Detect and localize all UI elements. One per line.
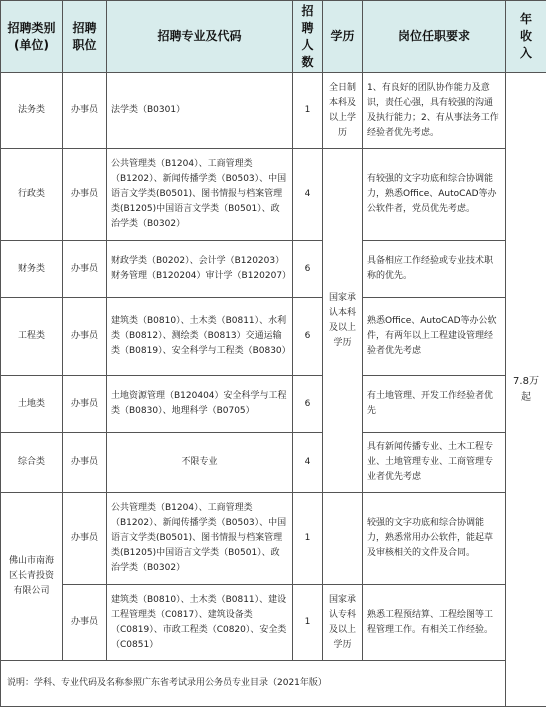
position-cell: 办事员 — [63, 298, 107, 376]
table-row — [1, 433, 546, 493]
header-position — [63, 1, 107, 73]
requirements-cell: 有较强的文字功底和综合协调能力，熟悉Office、AutoCAD等办公软件者，党员优先考虑。 — [363, 149, 506, 241]
header-category-l2: (单位) — [14, 37, 49, 52]
table-row — [1, 585, 546, 661]
position-cell: 办事员 — [63, 376, 107, 433]
category-cell: 财务类 — [1, 241, 63, 298]
table-row — [1, 149, 546, 241]
table-row — [1, 241, 546, 298]
header-count-l4: 数 — [301, 54, 314, 69]
education-cell: 全日制本科及以上学历 — [323, 73, 363, 149]
table-row — [1, 376, 546, 433]
requirements-cell: 较强的文字功底和综合协调能力，熟悉常用办公软件，能起草及审核相关的文件及合同。 — [363, 493, 506, 585]
header-education: 学历 — [323, 1, 363, 73]
header-row — [1, 1, 546, 73]
header-count — [293, 1, 323, 73]
header-position-l2: 职位 — [72, 37, 97, 52]
table-row — [1, 298, 546, 376]
position-cell: 办事员 — [63, 149, 107, 241]
majors-cell: 公共管理类（B1204）、工商管理类（B1202）、新闻传播学类（B0503）、中国语言文学类(B0501)、图书情报与档案管理类(B1205)中国语言文学类（B0501）、政治学类（B0302） — [107, 493, 293, 585]
position-cell: 办事员 — [63, 493, 107, 585]
header-count-l2: 聘 — [301, 20, 314, 35]
count-cell: 4 — [293, 149, 323, 241]
requirements-cell: 熟悉工程预结算、工程绘图等工程管理工作。有相关工作经验。 — [363, 585, 506, 661]
header-requirements: 岗位任职要求 — [363, 1, 506, 73]
header-salary-l2: 收 — [519, 29, 532, 43]
education-cell-empty — [323, 493, 363, 585]
header-category — [1, 1, 63, 73]
header-majors: 招聘专业及代码 — [107, 1, 293, 73]
header-salary-l1: 年 — [519, 12, 532, 26]
category-cell: 法务类 — [1, 73, 63, 149]
header-category-l1: 招聘类别 — [7, 20, 56, 35]
category-cell: 工程类 — [1, 298, 63, 376]
requirements-cell: 具有新闻传播专业、土木工程专业、土地管理专业、工商管理专业者优先考虑 — [363, 433, 506, 493]
count-cell: 6 — [293, 298, 323, 376]
category-cell: 综合类 — [1, 433, 63, 493]
category-cell: 土地类 — [1, 376, 63, 433]
position-cell: 办事员 — [63, 73, 107, 149]
header-salary — [506, 1, 546, 73]
count-cell: 4 — [293, 433, 323, 493]
requirements-cell: 有土地管理、开发工作经验者优先 — [363, 376, 506, 433]
note-cell: 说明：学科、专业代码及名称参照广东省考试录用公务员专业目录（2021年版） — [1, 661, 506, 707]
position-cell: 办事员 — [63, 433, 107, 493]
count-cell: 1 — [293, 73, 323, 149]
header-count-l1: 招 — [301, 3, 314, 18]
education-merged-cell: 国家承认本科及以上学历 — [323, 149, 363, 493]
majors-cell: 财政学类（B0202）、会计学（B120203）财务管理（B120204）审计学（B120207） — [107, 241, 293, 298]
requirements-cell: 1、有良好的团队协作能力及意识，责任心强，具有较强的沟通及执行能力；2、有从事法务工作经验者优先考虑。 — [363, 73, 506, 149]
company-category-cell: 佛山市南海区长青投资有限公司 — [1, 493, 63, 661]
count-cell: 1 — [293, 493, 323, 585]
majors-cell: 不限专业 — [107, 433, 293, 493]
position-cell: 办事员 — [63, 241, 107, 298]
salary-cell: 7.8万起 — [506, 73, 546, 707]
position-cell: 办事员 — [63, 585, 107, 661]
majors-cell: 公共管理类（B1204）、工商管理类（B1202）、新闻传播学类（B0503）、中国语言文学类(B0501)、图书情报与档案管理类(B1205)中国语言文学类（B0501）、政治学类（B0302） — [107, 149, 293, 241]
header-salary-l3: 入 — [519, 46, 532, 60]
majors-cell: 土地资源管理（B120404）安全科学与工程类（B0830）、地理科学（B0705） — [107, 376, 293, 433]
requirements-cell: 具备相应工作经验或专业技术职称的优先。 — [363, 241, 506, 298]
table-row — [1, 73, 546, 149]
count-cell: 1 — [293, 585, 323, 661]
note-row — [1, 661, 546, 707]
count-cell: 6 — [293, 376, 323, 433]
category-cell: 行政类 — [1, 149, 63, 241]
header-count-l3: 人 — [301, 37, 314, 52]
requirements-cell: 熟悉Office、AutoCAD等办公软件，有两年以上工程建设管理经验者优先考虑 — [363, 298, 506, 376]
education-cell: 国家承认专科及以上学历 — [323, 585, 363, 661]
majors-cell: 建筑类（B0810）、土木类（B0811）、建设工程管理类（C0817）、建筑设备类（C0819）、市政工程类（C0820）、安全类（C0851） — [107, 585, 293, 661]
header-position-l1: 招聘 — [72, 20, 97, 35]
majors-cell: 法学类（B0301） — [107, 73, 293, 149]
majors-cell: 建筑类（B0810）、土木类（B0811）、水利类（B0812）、测绘类（B0813）交通运输类（B0819）、安全科学与工程类（B0830） — [107, 298, 293, 376]
table-row — [1, 493, 546, 585]
count-cell: 6 — [293, 241, 323, 298]
